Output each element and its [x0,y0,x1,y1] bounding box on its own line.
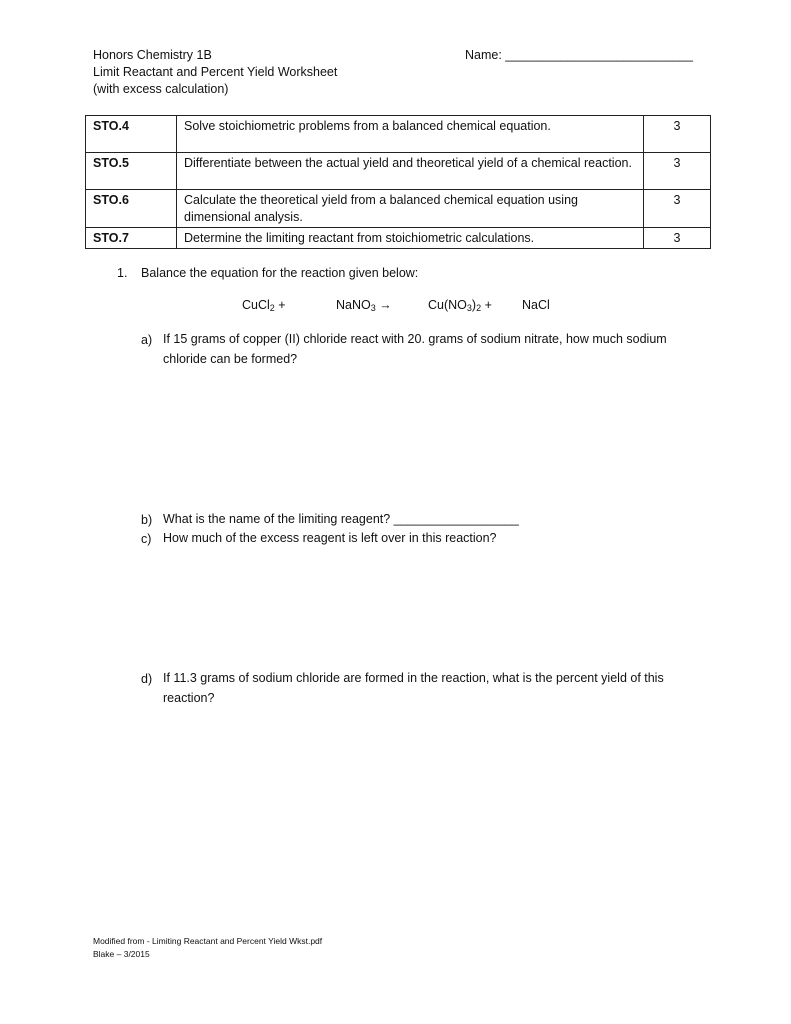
part-label: d) [141,672,153,686]
standard-points: 3 [644,190,711,228]
footer-source: Modified from - Limiting Reactant and Percent Yield Wkst.pdf [93,936,323,946]
reactant-copper-chloride: CuCl$_2$ + [242,298,286,313]
standard-code: STO.7 [86,228,177,249]
footer-author-date: Blake – 3/2015 [93,949,150,959]
question-number: 1. [117,266,128,280]
page-footer [93,935,322,961]
table-row [86,116,711,153]
standard-description: Differentiate between the actual yield and theoretical yield of a chemical reaction. [177,153,644,190]
chemical-equation [0,297,791,317]
table-row [86,190,711,228]
table-row [86,153,711,190]
part-question-text: If 11.3 grams of sodium chloride are formed in the reaction, what is the percent yield of this reaction? [163,671,664,705]
reaction-arrow-icon: → [379,298,392,312]
product-copper-nitrate: $Cu(NO_3)_2$ + [428,298,492,313]
standard-description: Determine the limiting reactant from stoichiometric calculations. [177,228,644,249]
standard-description: Solve stoichiometric problems from a balanced chemical equation. [177,116,644,153]
worksheet-subtitle: (with excess calculation) [93,82,229,96]
standard-code: STO.4 [86,116,177,153]
reactant-sodium-nitrate: NaNO$_3$ → [336,298,392,313]
question-prompt: Balance the equation for the reaction given below: [141,266,419,280]
name-field-label: Name: ___________________________ [465,48,693,62]
worksheet-title: Limit Reactant and Percent Yield Worksheet [93,65,338,79]
worksheet-header [93,47,337,98]
part-label: c) [141,532,152,546]
standard-description: Calculate the theoretical yield from a balanced chemical equation using dimensional analysis. [177,190,644,228]
part-question-text: What is the name of the limiting reagent? __________________ [163,512,519,526]
product-sodium-chloride: NaCl [522,298,550,312]
standard-points: 3 [644,153,711,190]
standard-points: 3 [644,228,711,249]
part-label: b) [141,513,153,527]
course-title: Honors Chemistry 1B [93,48,212,62]
part-label: a) [141,333,153,347]
part-question-text: How much of the excess reagent is left over in this reaction? [163,531,497,545]
standard-code: STO.5 [86,153,177,190]
standard-points: 3 [644,116,711,153]
part-question-text: If 15 grams of copper (II) chloride react with 20. grams of sodium nitrate, how much sodium chloride can be formed? [163,332,667,366]
standard-code: STO.6 [86,190,177,228]
table-row [86,228,711,249]
standards-table [85,115,711,249]
